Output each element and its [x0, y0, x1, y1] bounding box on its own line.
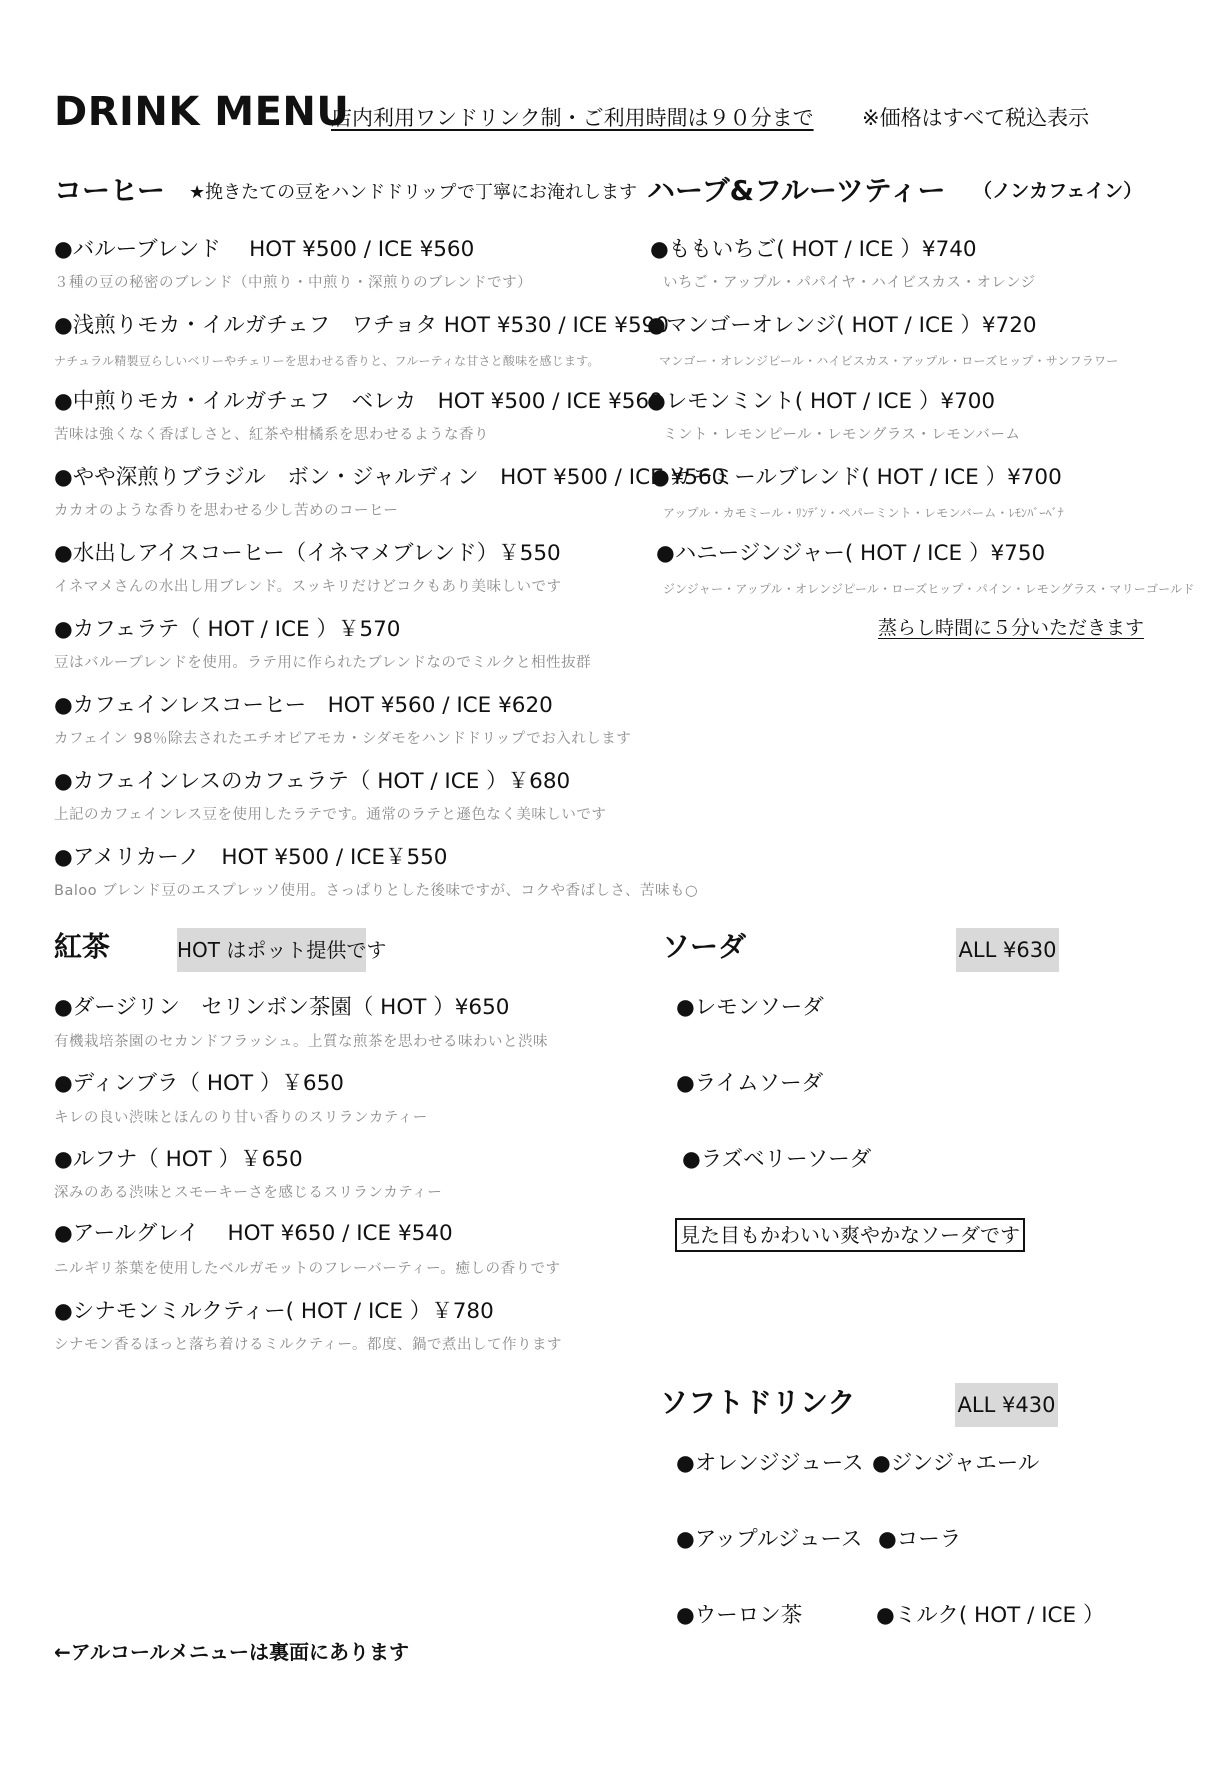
usage-notice: 店内利用ワンドリンク制・ご利用時間は９０分まで — [331, 106, 814, 130]
menu-item-desc: キレの良い渋味とほんのり甘い香りのスリランカティー — [54, 1110, 428, 1126]
page-title: DRINK MENU — [54, 89, 350, 135]
menu-item-name: ●カモミールブレンド( HOT / ICE ）¥700 — [651, 465, 1062, 490]
menu-item-desc: Baloo ブレンド豆のエスプレッソ使用。さっぱりとした後味ですが、コクや香ばしさ、苦味も○ — [54, 883, 699, 899]
menu-item-name: ●シナモンミルクティー( HOT / ICE ）￥780 — [54, 1299, 494, 1324]
soda-price-badge: ALL ¥630 — [956, 928, 1059, 972]
menu-item-desc: シナモン香るほっと落ち着けるミルクティー。都度、鍋で煮出して作ります — [54, 1337, 562, 1353]
menu-item-name: ●カフェインレスのカフェラテ（ HOT / ICE ）￥680 — [54, 769, 571, 794]
menu-item-desc: 上記のカフェインレス豆を使用したラテです。通常のラテと遜色なく美味しいです — [54, 807, 607, 823]
list-item: ●ウーロン茶 — [676, 1603, 803, 1628]
menu-item-desc: マンゴー・オレンジピール・ハイビスカス・アップル・ローズヒップ・サンフラワー — [659, 354, 1119, 368]
alcohol-menu-note: ←アルコールメニューは裏面にあります — [54, 1640, 409, 1664]
soda-title: ソーダ — [662, 930, 747, 963]
menu-item-name: ●やや深煎りブラジル ボン・ジャルディン HOT ¥500 / ICE ¥560 — [54, 465, 726, 490]
menu-item-desc: いちご・アップル・パパイヤ・ハイビスカス・オレンジ — [663, 275, 1036, 291]
list-item: ●アップルジュース — [676, 1527, 863, 1552]
menu-item-desc: 苦味は強くなく香ばしさと、紅茶や柑橘系を思わせるような香り — [54, 427, 489, 443]
menu-item-name: ●レモンミント( HOT / ICE ）¥700 — [647, 389, 996, 414]
menu-item-desc: ニルギリ茶葉を使用したベルガモットのフレーバーティー。癒しの香りです — [54, 1261, 561, 1277]
menu-item-name: ●カフェラテ（ HOT / ICE ）￥570 — [54, 617, 401, 642]
menu-item-name: ●ルフナ（ HOT ）￥650 — [54, 1147, 303, 1172]
menu-item-name: ●バルーブレンド HOT ¥500 / ICE ¥560 — [54, 237, 475, 262]
menu-item-name: ●ハニージンジャー( HOT / ICE ）¥750 — [656, 541, 1046, 566]
list-item: ●ミルク( HOT / ICE ） — [876, 1603, 1105, 1628]
menu-item-name: ●アールグレイ HOT ¥650 / ICE ¥540 — [54, 1221, 453, 1246]
list-item: ●ジンジャエール — [872, 1451, 1040, 1476]
soft-drink-title: ソフトドリンク — [660, 1386, 856, 1419]
soft-drink-price-badge: ALL ¥430 — [955, 1383, 1058, 1427]
herb-tea-title: ハーブ&フルーツティー — [647, 174, 946, 207]
menu-item-desc: 深みのある渋味とスモーキーさを感じるスリランカティー — [54, 1185, 443, 1201]
tax-note: ※価格はすべて税込表示 — [862, 106, 1090, 130]
menu-item-name: ●ダージリン セリンボン茶園（ HOT ）¥650 — [54, 995, 510, 1020]
list-item: ●ラズベリーソーダ — [682, 1147, 872, 1172]
soda-note-box: 見た目もかわいい爽やかなソーダです — [675, 1218, 1025, 1252]
menu-item-name: ●アメリカーノ HOT ¥500 / ICE￥550 — [54, 845, 448, 870]
herb-tea-subtitle: （ノンカフェイン） — [973, 180, 1143, 202]
menu-item-desc: イネマメさんの水出し用ブレンド。スッキリだけどコクもあり美味しいです — [54, 579, 562, 595]
menu-item-desc: ３種の豆の秘密のブレンド（中煎り・中煎り・深煎りのブレンドです） — [54, 275, 533, 291]
menu-item-name: ●浅煎りモカ・イルガチェフ ワチョタ HOT ¥530 / ICE ¥590 — [54, 313, 669, 338]
menu-item-name: ●カフェインレスコーヒー HOT ¥560 / ICE ¥620 — [54, 693, 553, 718]
menu-item-desc: 有機栽培茶園のセカンドフラッシュ。上質な煎茶を思わせる味わいと渋味 — [54, 1034, 548, 1050]
menu-item-name: ●ももいちご( HOT / ICE ）¥740 — [650, 237, 977, 262]
list-item: ●レモンソーダ — [676, 995, 824, 1020]
list-item: ●オレンジジュース — [676, 1451, 864, 1476]
menu-item-desc: ナチュラル精製豆らしいベリーやチェリーを思わせる香りと、フルーティな甘さと酸味を感じます。 — [54, 354, 600, 368]
menu-item-desc: ジンジャー・アップル・オレンジピール・ローズヒップ・パイン・レモングラス・マリーゴールド — [663, 582, 1195, 596]
list-item: ●コーラ — [878, 1527, 962, 1552]
menu-item-desc: ミント・レモンピール・レモングラス・レモンバーム — [663, 427, 1021, 443]
menu-item-name: ●ディンブラ（ HOT ）￥650 — [54, 1071, 344, 1096]
menu-item-desc: カカオのような香りを思わせる少し苦めのコーヒー — [54, 503, 399, 519]
menu-item-name: ●マンゴーオレンジ( HOT / ICE ）¥720 — [647, 313, 1037, 338]
coffee-title: コーヒー — [54, 174, 165, 207]
black-tea-title: 紅茶 — [54, 930, 111, 963]
menu-item-desc: カフェイン 98％除去されたエチオピアモカ・シダモをハンドドリップでお入れします — [54, 731, 632, 747]
menu-item-desc: 豆はバルーブレンドを使用。ラテ用に作られたブレンドなのでミルクと相性抜群 — [54, 655, 592, 671]
menu-item-name: ●水出しアイスコーヒー（イネマメブレンド）￥550 — [54, 541, 561, 566]
coffee-subtitle: ★挽きたての豆をハンドドリップで丁寧にお淹れします — [189, 182, 637, 203]
steep-time-note: 蒸らし時間に５分いただきます — [878, 617, 1145, 639]
menu-item-desc: アップル・カモミール・ﾘﾝﾃﾞﾝ・ペパーミント・レモンバーム・ﾚﾓﾝﾊﾞｰﾍﾞﾅ — [663, 506, 1065, 520]
list-item: ●ライムソーダ — [676, 1071, 824, 1096]
pot-service-badge: HOT はポット提供です — [177, 928, 366, 972]
menu-item-name: ●中煎りモカ・イルガチェフ ベレカ HOT ¥500 / ICE ¥560 — [54, 389, 663, 414]
